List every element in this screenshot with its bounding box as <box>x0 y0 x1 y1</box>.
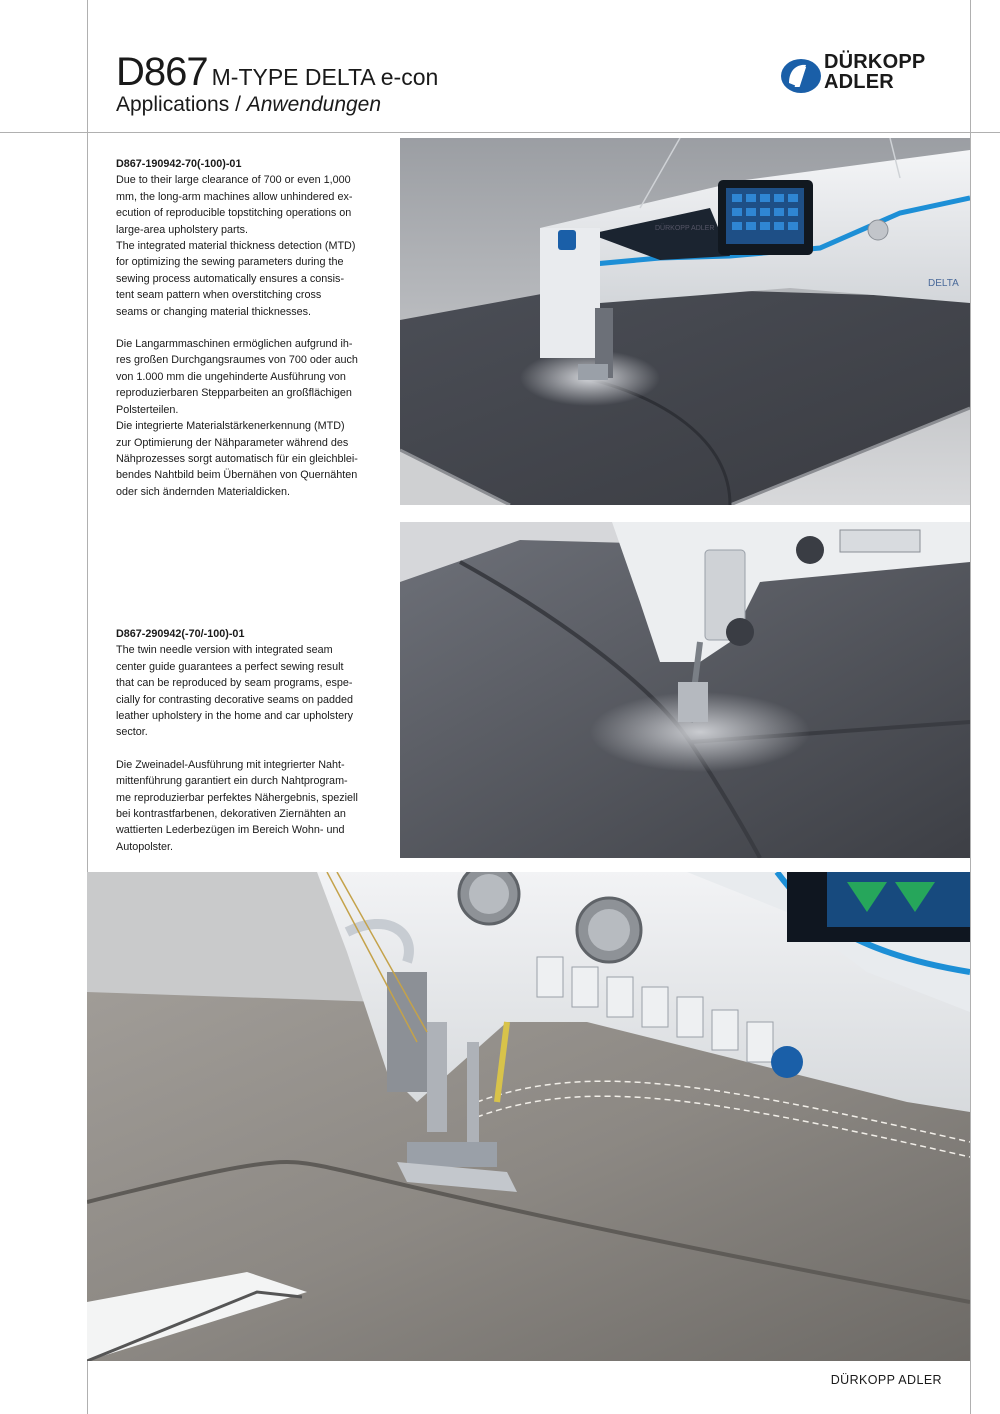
section-1-de-line: oder sich ändernden Materialdicken. <box>116 485 291 498</box>
section-1-heading: D867-190942-70(-100)-01 <box>116 158 242 170</box>
section-1-de-line: Nähprozesses sorgt automatisch für ein gleichblei- <box>116 452 358 465</box>
section-2-en-line: sector. <box>116 726 148 739</box>
model-subtitle: M-TYPE DELTA e-con <box>211 64 439 90</box>
section-2-de-line: mittenführung garantiert ein durch Nahtprogram- <box>116 775 348 788</box>
applications-en: Applications / <box>116 93 241 116</box>
section-2-de-line: Die Zweinadel-Ausführung mit integrierter Naht- <box>116 758 345 771</box>
section-1-de-line: Die integrierte Materialstärkenerkennung (MTD) <box>116 420 345 433</box>
right-guide-line <box>970 0 971 1414</box>
section-1-de-line: zur Optimierung der Nähparameter während des <box>116 436 349 449</box>
section-2-en-line: The twin needle version with integrated seam <box>116 644 333 657</box>
section-1-text <box>116 156 378 500</box>
section-1-en-line: tent seam pattern when overstitching cross <box>116 289 322 302</box>
photo-leather-closeup <box>87 872 970 1361</box>
section-2-de-line: bei kontrastfarbenen, dekorativen Ziernähten an <box>116 808 346 821</box>
logo-wordmark <box>824 52 925 92</box>
applications-de: Anwendungen <box>246 93 382 116</box>
section-1-de-line: Die Langarmmaschinen ermöglichen aufgrund ih- <box>116 338 353 351</box>
section-1-de-line: bendes Nahtbild beim Übernähen von Quernähten <box>116 469 358 482</box>
section-1-en-line: large-area upholstery parts. <box>116 223 249 236</box>
durkopp-adler-mark-icon <box>780 55 822 97</box>
section-2-de-line: wattierten Lederbezügen im Bereich Wohn- und <box>116 824 345 837</box>
section-1-en-line: for optimizing the sewing parameters during the <box>116 256 344 269</box>
section-1-de-line: Polsterteilen. <box>116 403 179 416</box>
section-2-en-line: center guide guarantees a perfect sewing result <box>116 660 344 673</box>
photo-long-arm-machine <box>400 138 970 505</box>
header-divider <box>0 132 1000 133</box>
section-2-en-line: cially for contrasting decorative seams on padded <box>116 693 354 706</box>
section-2-en-line: that can be reproduced by seam programs, espe- <box>116 677 353 690</box>
logo-line-2: ADLER <box>824 71 894 93</box>
applications-heading <box>116 93 381 117</box>
section-1-de-line: res großen Durchgangsraumes von 700 oder auch <box>116 354 358 367</box>
section-2-de-line: me reproduzierbar perfektes Nähergebnis, speziell <box>116 791 358 804</box>
section-1-en-line: mm, the long-arm machines allow unhindered ex- <box>116 190 353 203</box>
logo-line-1: DÜRKOPP <box>824 51 926 73</box>
section-1-en-line: The integrated material thickness detection (MTD) <box>116 240 356 253</box>
section-1-en-line: ecution of reproducible topstitching operations on <box>116 207 352 220</box>
photo-twin-needle-fabric <box>400 522 970 858</box>
footer-brand: DÜRKOPP ADLER <box>830 1373 942 1387</box>
model-number: D867 <box>116 50 208 94</box>
section-1-de-line: von 1.000 mm die ungehinderte Ausführung von <box>116 370 346 383</box>
section-2-text <box>116 626 378 855</box>
machine-brand-label: DÜRKOPP ADLER <box>655 225 715 232</box>
section-1-de-line: reproduzierbaren Stepparbeiten an großflächigen <box>116 387 352 400</box>
section-1-en-line: Due to their large clearance of 700 or even 1,000 <box>116 174 351 187</box>
machine-delta-label: DELTA <box>928 278 959 289</box>
durkopp-adler-logo <box>780 52 950 98</box>
section-1-en-line: seams or changing material thicknesses. <box>116 305 312 318</box>
section-2-en-line: leather upholstery in the home and car upholstery <box>116 710 354 723</box>
page-title <box>116 52 438 92</box>
section-2-de-line: Autopolster. <box>116 840 174 853</box>
section-1-en-line: sewing process automatically ensures a consis- <box>116 272 345 285</box>
section-2-heading: D867-290942(-70/-100)-01 <box>116 628 245 640</box>
